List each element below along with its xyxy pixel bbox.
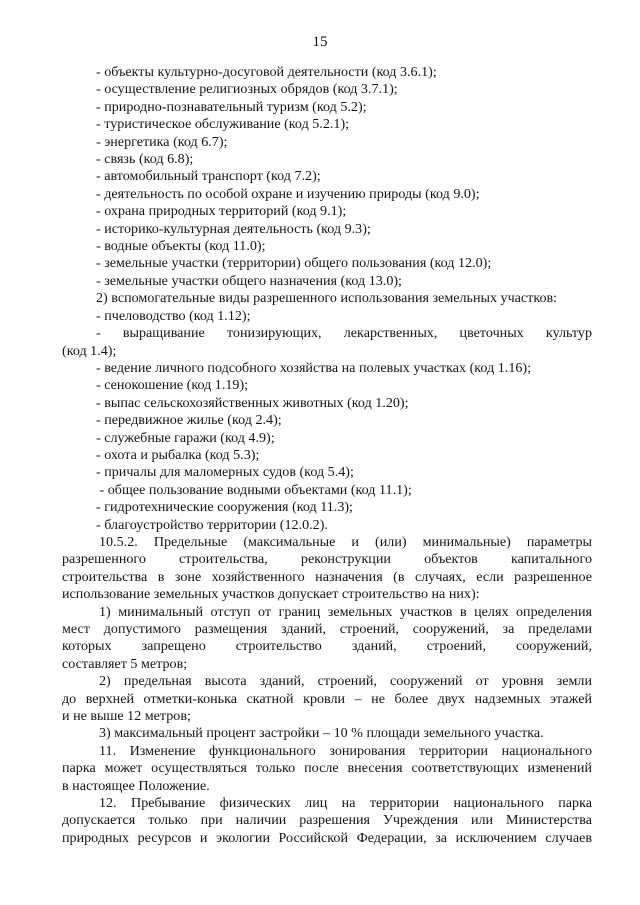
list-item: - охрана природных территорий (код 9.1);	[96, 203, 347, 220]
paragraph-line: 10.5.2. Предельные (максимальные и (или) минимальные) параметры	[99, 533, 592, 550]
paragraph-line: парка может осуществляться только после внесения соответствующих изменений	[62, 760, 592, 777]
paragraph-line: 1) минимальный отступ от границ земельных участков в целях определения	[99, 603, 592, 620]
paragraph-line: использование земельных участков допускает строительство на них):	[62, 586, 480, 603]
paragraph-line: 3) максимальный процент застройки – 10 % площади земельного участка.	[99, 725, 544, 742]
list-item: - благоустройство территории (12.0.2).	[96, 516, 328, 533]
paragraph-line: допускается только при наличии разрешения Учреждения или Министерства	[62, 812, 592, 829]
list-item: - историко-культурная деятельность (код 9.3);	[96, 220, 371, 237]
list-item: - общее пользование водными объектами (код 11.1);	[96, 481, 412, 498]
list-item: - охота и рыбалка (код 5.3);	[96, 446, 260, 463]
list-item: - выращивание тонизирующих, лекарственных, цветочных культур	[96, 325, 592, 342]
paragraph-line: до верхней отметки-конька скатной кровли – не более двух надземных этажей	[62, 690, 592, 707]
list-item: - передвижное жилье (код 2.4);	[96, 412, 282, 429]
list-item: - гидротехнические сооружения (код 11.3);	[96, 499, 353, 516]
list-item: - деятельность по особой охране и изучению природы (код 9.0);	[96, 185, 480, 202]
paragraph-line: составляет 5 метров;	[62, 655, 188, 672]
paragraph-line: строительства в зоне хозяйственного назначения (в случаях, если разрешенное	[62, 568, 592, 585]
paragraph-line: разрешенного строительства, реконструкции объектов капитального	[62, 551, 592, 568]
paragraph-line: и не выше 12 метров;	[62, 708, 191, 725]
list-item: - водные объекты (код 11.0);	[96, 238, 266, 255]
paragraph-line: 11. Изменение функционального зонирования территории национального	[99, 742, 592, 759]
list-item: - связь (код 6.8);	[96, 151, 194, 168]
list-item: - служебные гаражи (код 4.9);	[96, 429, 275, 446]
list-item: - энергетика (код 6.7);	[96, 133, 228, 150]
list-item: - туристическое обслуживание (код 5.2.1);	[96, 116, 350, 133]
list-item: - осуществление религиозных обрядов (код 3.7.1);	[96, 81, 398, 98]
list-item: - природно-познавательный туризм (код 5.2);	[96, 98, 367, 115]
list-item: - пчеловодство (код 1.12);	[96, 307, 251, 324]
paragraph-line: мест допустимого размещения зданий, строений, сооружений, за пределами	[62, 621, 592, 637]
paragraph-line: в настоящее Положение.	[62, 777, 210, 794]
paragraph-line: природных ресурсов и экологии Российской Федерации, за исключением случаев	[62, 829, 592, 846]
paragraph-line: 12. Пребывание физических лиц на территории национального парка	[99, 795, 592, 812]
list-item-continuation: (код 1.4);	[62, 342, 117, 359]
list-item: - земельные участки общего назначения (код 13.0);	[96, 272, 402, 289]
paragraph-line: 2) предельная высота зданий, строений, сооружений от уровня земли	[99, 673, 592, 690]
list-item: - выпас сельскохозяйственных животных (код 1.20);	[96, 394, 409, 411]
list-item: - автомобильный транспорт (код 7.2);	[96, 168, 321, 185]
list-item: - земельные участки (территории) общего пользования (код 12.0);	[96, 255, 492, 272]
paragraph-line: которых запрещено строительство зданий, строений, сооружений,	[62, 638, 592, 655]
list-item: - причалы для маломерных судов (код 5.4);	[96, 464, 354, 481]
document-body	[62, 64, 592, 847]
list-item: - объекты культурно-досуговой деятельности (код 3.6.1);	[96, 64, 437, 80]
list-item: - сенокошение (код 1.19);	[96, 377, 249, 394]
page-number: 15	[312, 34, 328, 50]
list-item: - ведение личного подсобного хозяйства на полевых участках (код 1.16);	[96, 359, 532, 376]
section-heading: 2) вспомогательные виды разрешенного использования земельных участков:	[96, 290, 558, 307]
